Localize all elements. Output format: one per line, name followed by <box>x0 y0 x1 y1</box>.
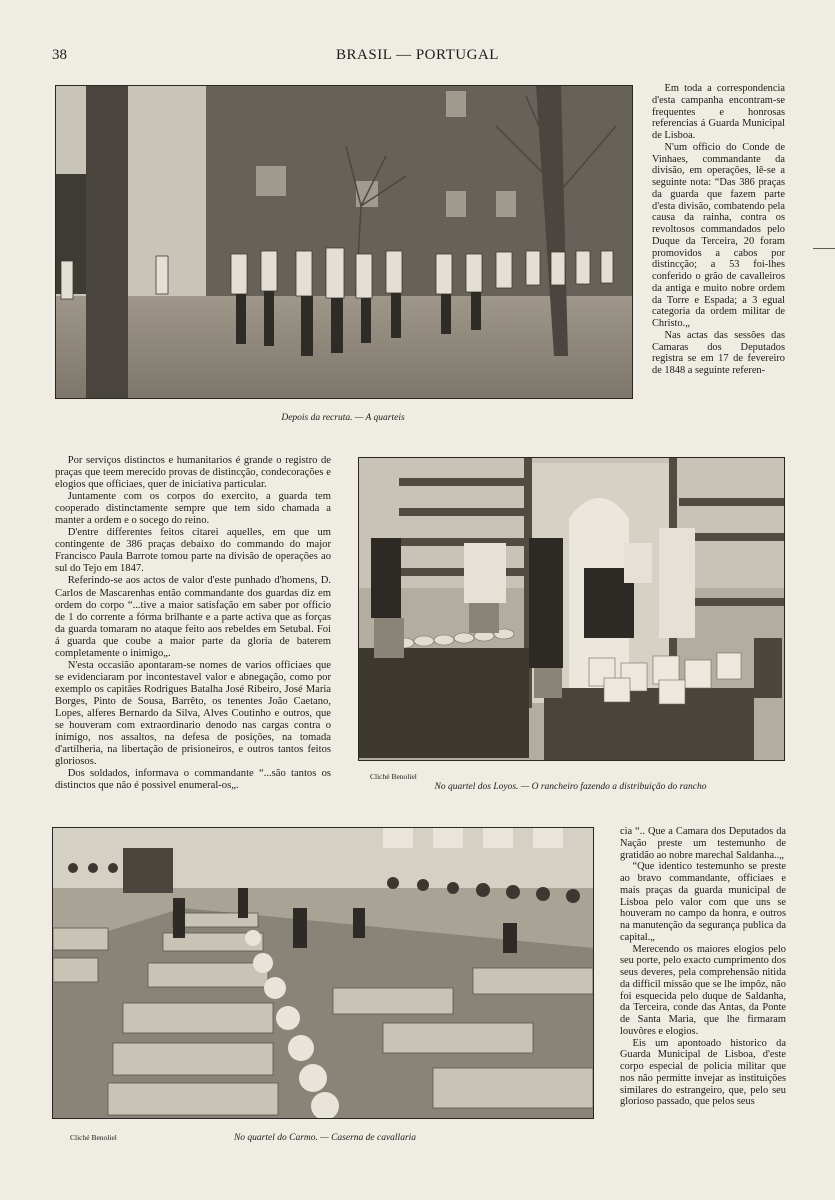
top-right-column <box>652 83 785 377</box>
middle-photo-credit: Cliché Benoliel <box>370 772 417 781</box>
paragraph: Referindo-se aos actos de valor d'este punhado d'homens, D. Carlos de Mascarenhas então commandante dos guardas diz em ordem do corpo “...tive a maior satisfação em saber por officio de 1 do corrente a fórma brilhante e a parte activa que as forças da guarda tomaram no ataque feito aos rebeldes em Setubal. Foi á guarda que coube a maior parte da gloria de baterem completamente o inimigo„. <box>55 575 331 659</box>
photo-cavalry-barracks-dormitory <box>52 827 594 1119</box>
top-photo-caption: Depois da recruta. — A quarteis <box>281 413 405 423</box>
paragraph: cia “.. Que a Camara dos Deputados da Nação preste um testemunho de gratidão ao nobre marechal Saldanha..„ <box>620 826 786 861</box>
paragraph: N'esta occasião apontaram-se nomes de varios officiaes que se evidenciaram por incontestavel valor e abnegação, como por exemplo os capitães Rodrigues Batalha José Ribeiro, José Maria Borges, Pinto de Sousa, Barrêto, os tenentes João Caetano, Lopes, alferes Bernardo da Silva, Alves Coutinho e outros, que se houveram com extraordinario denodo nas cargas contra o inimigo, nos assaltos, na defesa de posições, na tomada d'artilheria, na libertação de prisioneiros, e outros tantos feitos gloriosos. <box>55 659 331 768</box>
page-number: 38 <box>52 47 67 63</box>
photo-kitchen-ration-distribution <box>358 457 785 761</box>
paragraph: Dos soldados, informava o commandante “...são tantos os distinctos que não é possivel enumeral-os„. <box>55 768 331 792</box>
margin-mark <box>813 248 835 249</box>
paragraph: D'entre differentes feitos citarei aquelles, em que um contingente de 386 praças debaixo do commando do major Francisco Paula Barrote tomou parte na divisão de operações ao sul do Tejo em 1847. <box>55 527 331 575</box>
paragraph: Juntamente com os corpos do exercito, a guarda tem cooperado distinctamente sempre que tem sido chamada a manter a ordem e o socego do reino. <box>55 491 331 527</box>
paragraph: Por serviços distinctos e humanitarios é grande o registro de praças que teem merecido provas de distincção, condecorações e elogios que officiaes, quer de iniciativa particular. <box>55 455 331 491</box>
photo-recruits-in-courtyard <box>55 85 633 399</box>
paragraph: N'um officio do Conde de Vinhaes, commandante da divisão, em operações, lê-se a seguinte nota: “Das 386 praças da guarda que fazem parte d'esta divisão, combatendo pela causa da rainha, contra os revoltosos commandados pelo Duque da Terceira, 20 foram promovidos a cabos por distincção; a 53 foi-lhes conferido o grão de cavalleiros da antiga e muito nobre ordem da Torre e Espada; a 3 egual categoria da ordem militar de Christo.„ <box>652 141 785 329</box>
paragraph: Merecendo os maiores elogios pelo seu porte, pelo exacto cumprimento dos seus deveres, pela comprehensão nitida da difficil missão que se lhe impôz, não foi esquecida pelo duque de Saldanha, da Terceira, conde das Antas, da Ponte de Santa Maria, que lhe firmaram louvôres e elogios. <box>620 943 786 1037</box>
paragraph: Em toda a correspondencia d'esta campanha encontram-se frequentes e honrosas referencias á Guarda Municipal de Lisboa. <box>652 83 785 141</box>
recruits-courtyard-illustration <box>56 86 632 398</box>
bottom-photo-caption: No quartel do Carmo. — Caserna de cavallaria <box>233 1133 417 1143</box>
paragraph: “Que identico testemunho se preste ao bravo commandante, officiaes e mais praças da guarda municipal de Lisboa pelo valor com que uns se houveram no campo da honra, e outros na manutenção da segurança publica da capital.„ <box>620 861 786 943</box>
bottom-photo-credit: Cliché Benoliel <box>70 1133 117 1142</box>
running-title: BRASIL — PORTUGAL <box>336 47 499 63</box>
middle-left-column <box>55 455 331 792</box>
paragraph: Eis um apontoado historico da Guarda Municipal de Lisboa, d'este corpo especial de policia militar que nos não permitte invejar as instituições similares do estrangeiro, que, pelo seu glorioso passado, que pelos seus <box>620 1037 786 1108</box>
middle-photo-caption: No quartel dos Loyos. — O rancheiro fazendo a distribuição do rancho <box>434 782 707 792</box>
bottom-right-column <box>620 826 786 1108</box>
paragraph: Nas actas das sessões das Camaras dos Deputados registra se em 17 de fevereiro de 1848 a seguinte referen- <box>652 329 785 376</box>
dormitory-illustration <box>53 828 593 1118</box>
kitchen-illustration <box>359 458 784 760</box>
